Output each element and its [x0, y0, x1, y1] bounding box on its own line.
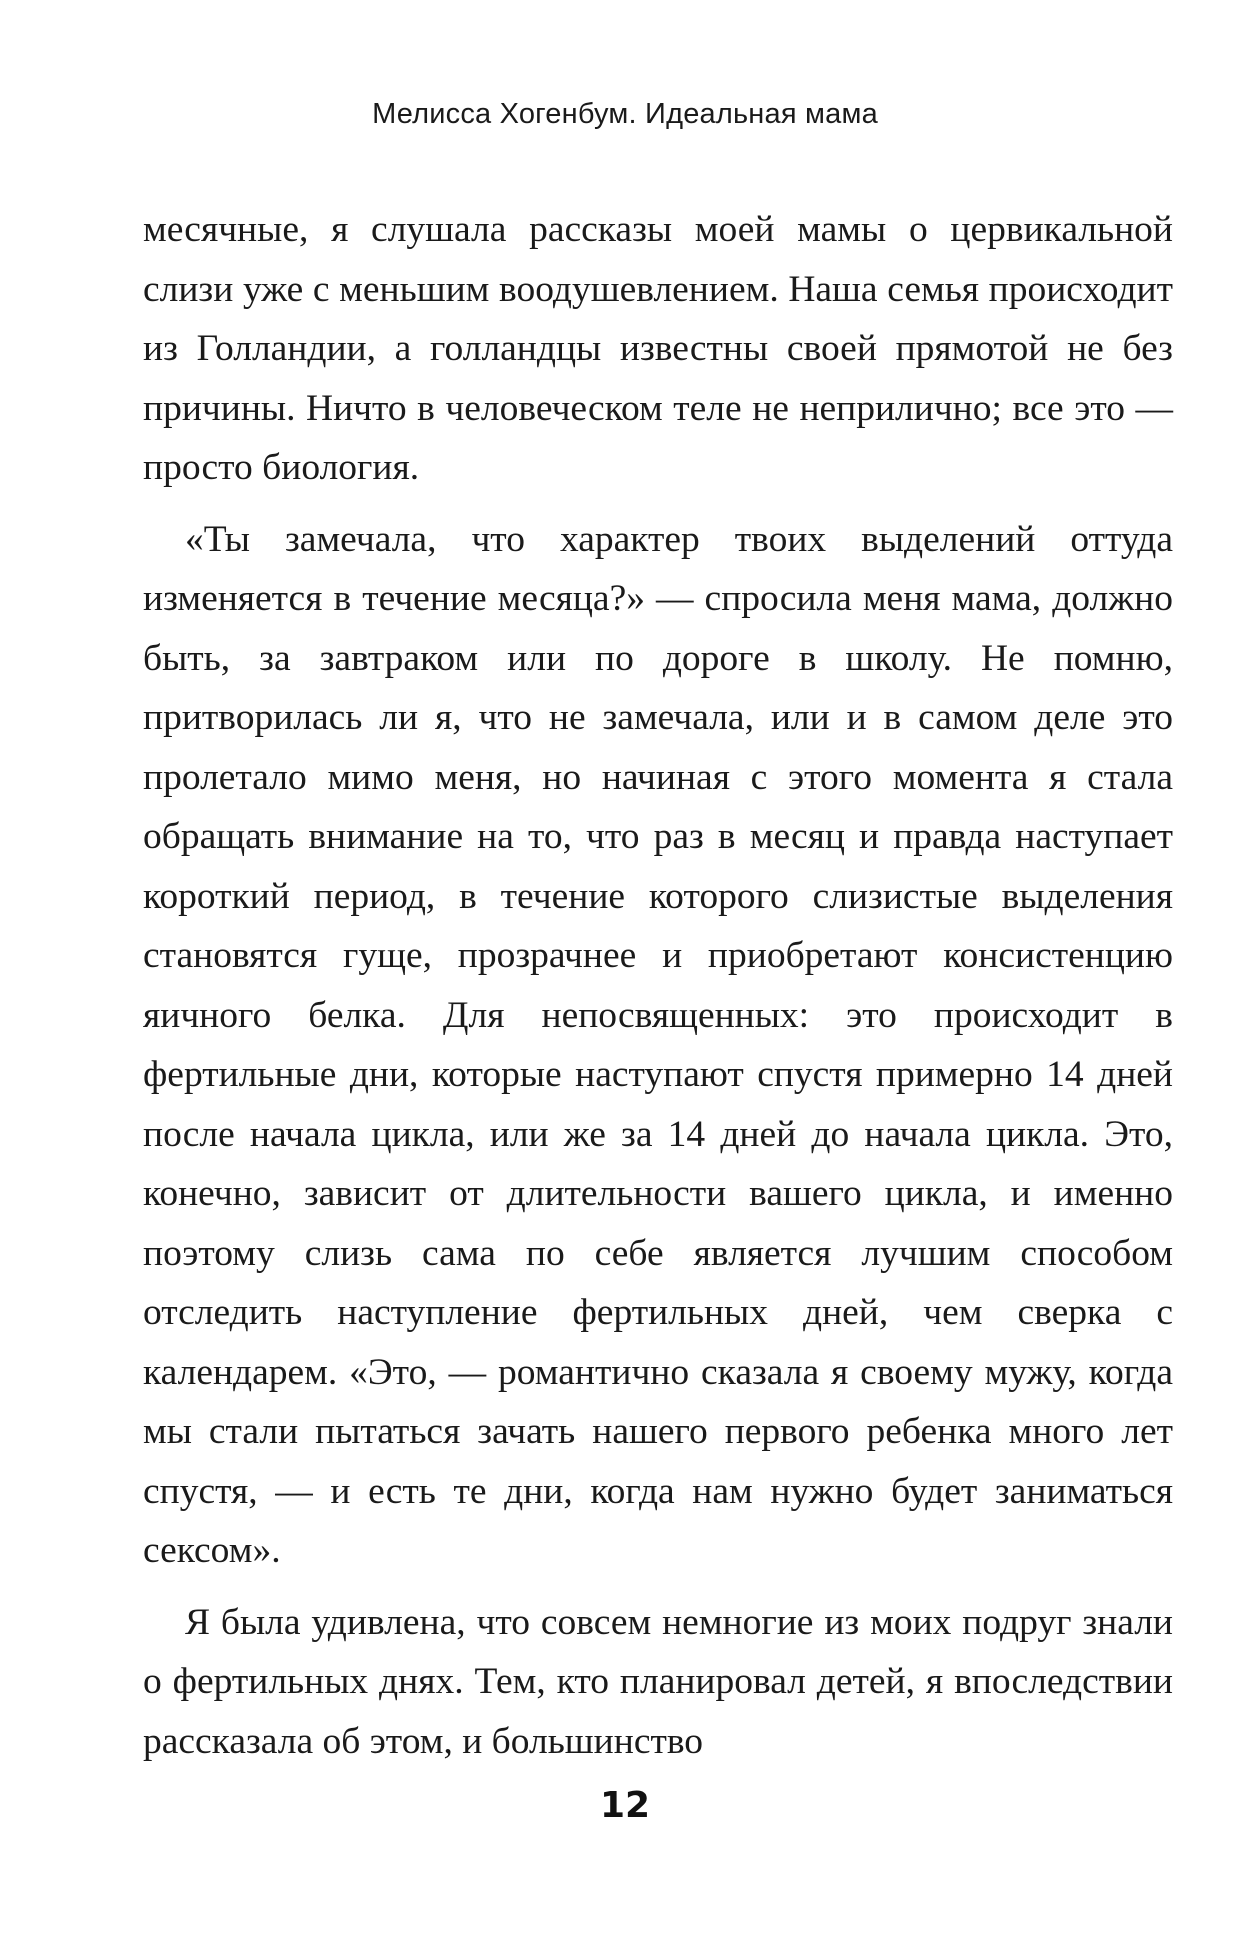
- body-text: [143, 200, 1173, 1783]
- paragraph-2: «Ты замечала, что характер твоих выделений оттуда изменяется в течение месяца?» — спросила меня мама, должно быть, за завтраком или по дороге в школу. Не помню, притворилась ли я, что не замечала, или и в самом деле это пролетало мимо меня, но начиная с этого момента я стала обращать внимание на то, что раз в месяц и правда наступает короткий период, в течение которого слизистые выделения становятся гуще, прозрачнее и приобретают консистенцию яичного белка. Для непосвященных: это происходит в фертильные дни, которые наступают спустя примерно 14 дней после начала цикла, или же за 14 дней до начала цикла. Это, конечно, зависит от длительности вашего цикла, и именно поэтому слизь сама по себе является лучшим способом отследить наступление фертильных дней, чем сверка с календарем. «Это, — романтично сказала я своему мужу, когда мы стали пытаться зачать нашего первого ребенка много лет спустя, — и есть те дни, когда нам нужно будет заниматься сексом».: [143, 518, 1173, 1571]
- paragraph-3: Я была удивлена, что совсем немногие из моих подруг знали о фертильных днях. Тем, кто планировал детей, я впоследствии рассказала об этом, и большинство: [143, 1601, 1173, 1762]
- page-number: 12: [599, 1785, 651, 1826]
- paragraph-1: месячные, я слушала рассказы моей мамы о цервикальной слизи уже с меньшим воодушевлением. Наша семья происходит из Голландии, а голландцы известны своей прямотой не без причины. Ничто в человеческом теле не неприлично; все это — просто биология.: [143, 209, 1173, 488]
- running-head-title: Мелисса Хогенбум. Идеальная мама: [372, 98, 878, 130]
